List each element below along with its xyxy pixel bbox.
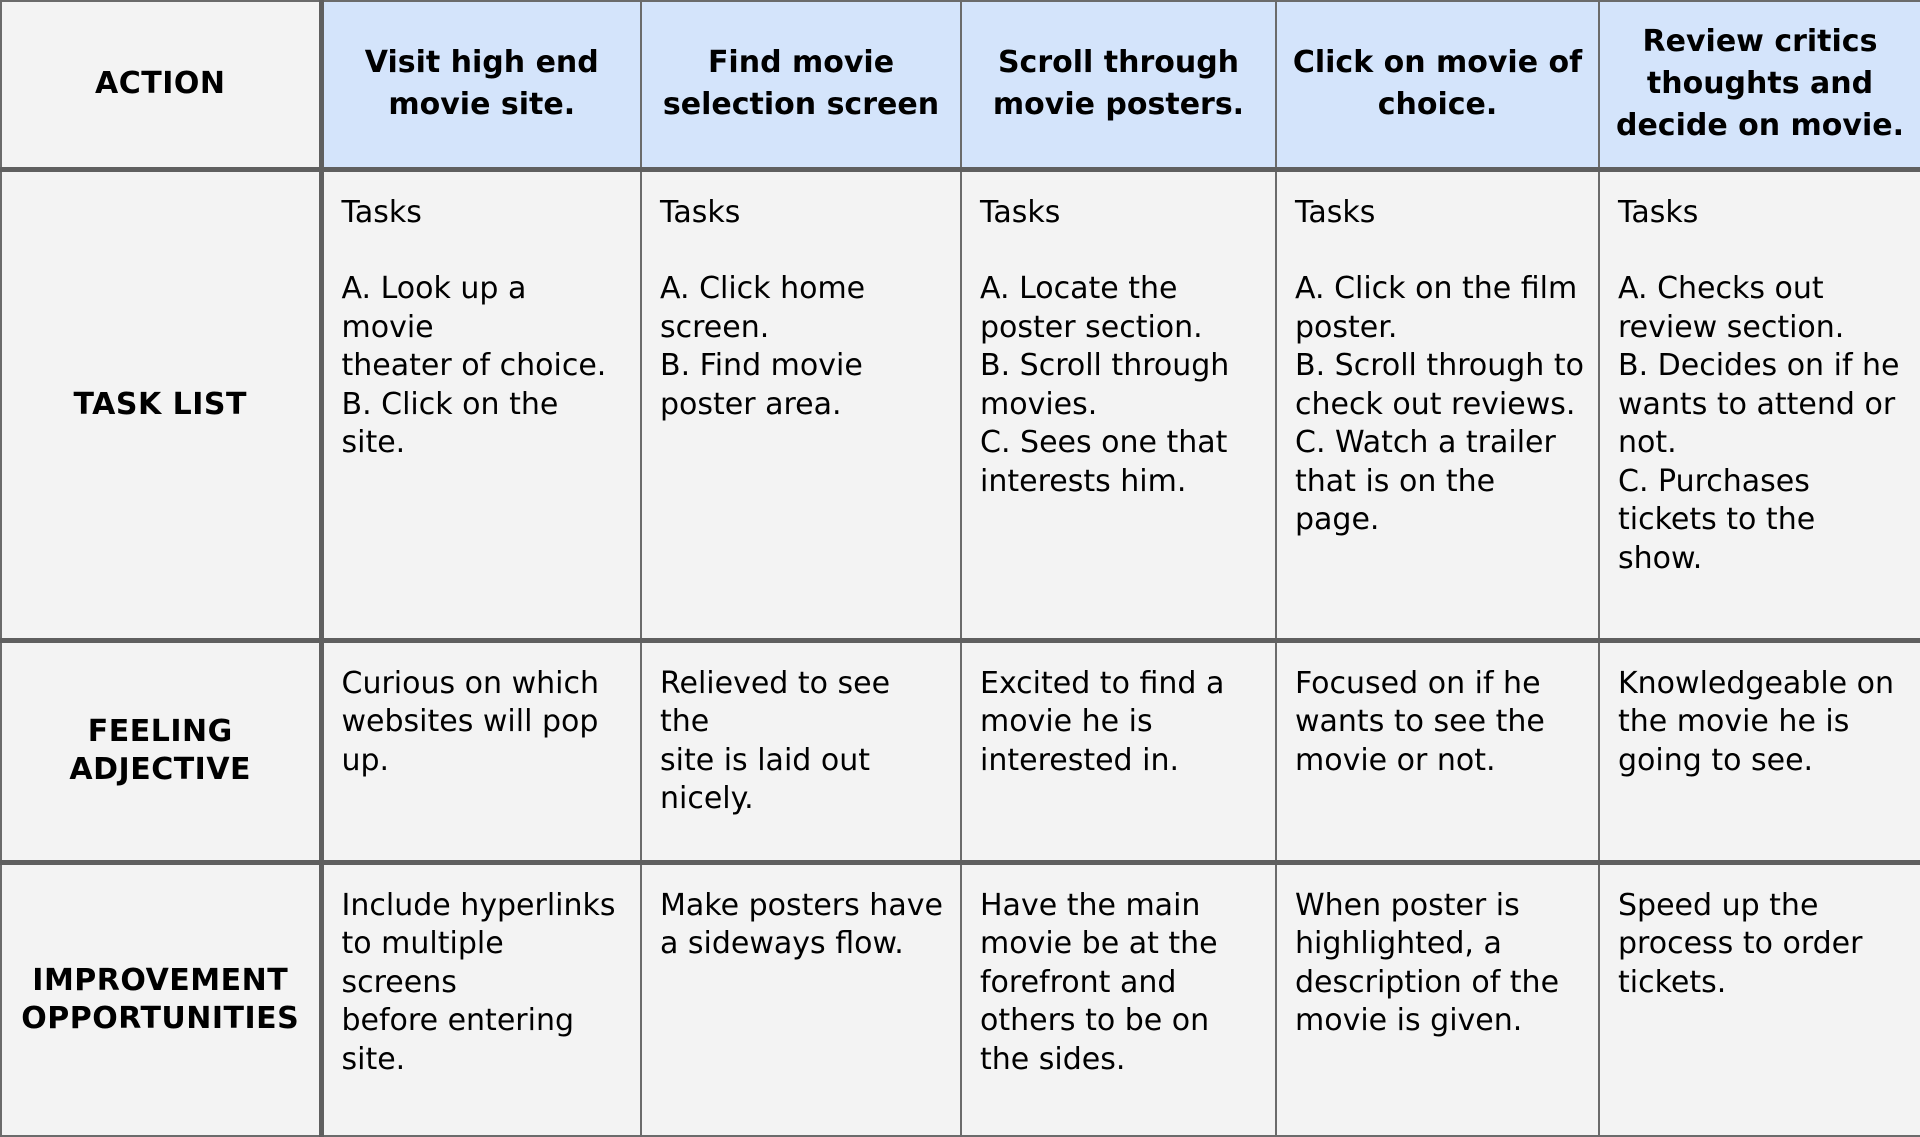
stage-3-action-line: Scroll through — [997, 45, 1240, 81]
feeling-line: nicely. — [660, 781, 754, 816]
stage-2-feeling — [641, 640, 961, 862]
improvement-line: When poster is — [1295, 887, 1520, 923]
stage-1-tasks — [321, 169, 641, 640]
task-line: A. Look up a movie — [341, 271, 527, 345]
stage-3-tasks — [961, 169, 1276, 640]
stage-1-action — [321, 1, 641, 169]
stage-3-action-line: movie posters. — [992, 87, 1245, 123]
stage-5-improvement — [1599, 862, 1920, 1136]
improvement-label-line: IMPROVEMENT — [32, 962, 289, 998]
tasks-heading: Tasks — [341, 194, 422, 230]
task-line: B. Scroll through to — [1295, 348, 1584, 383]
feeling-label-line: FEELING — [87, 714, 233, 749]
improvement-line: Have the main — [980, 887, 1201, 923]
stage-4-action-line: Click on movie of — [1292, 45, 1583, 81]
improvement-line: others to be on — [980, 1003, 1210, 1038]
stage-5-action — [1599, 1, 1920, 169]
task-line: not. — [1618, 425, 1677, 460]
stage-4-tasks — [1276, 169, 1599, 640]
improvement-row-label — [1, 862, 321, 1136]
feeling-line: movie he is — [980, 704, 1153, 739]
feeling-line: interested in. — [980, 742, 1180, 778]
stage-5-action-line: Review critics — [1642, 24, 1878, 60]
stage-2-action-line: selection screen — [662, 87, 940, 123]
feeling-label-line: ADJECTIVE — [69, 752, 252, 787]
task-line: A. Locate the — [980, 271, 1178, 306]
task-line: tickets to the — [1618, 502, 1816, 537]
task-list-row-label — [1, 169, 321, 640]
task-line: B. Find movie — [660, 348, 863, 383]
stage-4-feeling — [1276, 640, 1599, 862]
task-line: theater of choice. — [341, 348, 607, 383]
stage-1-action-line: Visit high end — [364, 45, 599, 81]
action-row — [1, 1, 1920, 169]
action-row-label — [1, 1, 321, 169]
task-line: interests him. — [980, 463, 1187, 499]
task-line: that is on the page. — [1295, 463, 1496, 537]
stage-4-improvement — [1276, 862, 1599, 1136]
improvement-line: to multiple screens — [341, 926, 504, 1000]
improvement-line: Speed up the — [1618, 887, 1819, 923]
task-line: A. Click home — [660, 271, 866, 306]
stage-1-action-line: movie site. — [388, 87, 576, 123]
stage-1-improvement — [321, 862, 641, 1136]
task-line: wants to attend or — [1618, 386, 1896, 422]
feeling-line: wants to see the — [1295, 704, 1545, 739]
task-line: movies. — [980, 386, 1098, 422]
action-label: ACTION — [95, 66, 226, 102]
stage-5-action-line: decide on movie. — [1615, 108, 1905, 144]
task-line: poster. — [1295, 309, 1398, 345]
feeling-line: Relieved to see the — [660, 665, 891, 739]
stage-5-feeling — [1599, 640, 1920, 862]
stage-3-improvement — [961, 862, 1276, 1136]
task-line: C. Watch a trailer — [1295, 425, 1556, 460]
task-line: A. Checks out — [1618, 271, 1824, 306]
task-line: A. Click on the film — [1295, 271, 1578, 306]
feeling-adjective-row — [1, 640, 1920, 862]
feeling-line: movie or not. — [1295, 742, 1496, 778]
feeling-line: websites will pop — [341, 704, 599, 739]
task-line: C. Purchases — [1618, 463, 1810, 499]
task-list-label: TASK LIST — [73, 386, 247, 422]
improvement-line: process to order — [1618, 926, 1863, 961]
improvement-line: the sides. — [980, 1041, 1126, 1077]
task-line: check out reviews. — [1295, 386, 1576, 422]
improvement-opportunities-row — [1, 862, 1920, 1136]
stage-4-action-line: choice. — [1377, 87, 1498, 123]
improvement-line: highlighted, a — [1295, 926, 1502, 961]
stage-4-action — [1276, 1, 1599, 169]
feeling-line: Focused on if he — [1295, 665, 1541, 701]
improvement-label-line: OPPORTUNITIES — [21, 1000, 300, 1036]
stage-2-improvement — [641, 862, 961, 1136]
task-line: B. Click on the site. — [341, 386, 559, 460]
task-list-row — [1, 169, 1920, 640]
task-line: poster area. — [660, 386, 842, 422]
feeling-line: Excited to find a — [980, 665, 1225, 701]
task-line: B. Decides on if he — [1618, 348, 1900, 383]
feeling-line: the movie he is — [1618, 704, 1850, 739]
feeling-line: Curious on which — [341, 665, 599, 701]
tasks-heading: Tasks — [1618, 194, 1699, 230]
tasks-heading: Tasks — [980, 194, 1061, 230]
improvement-line: a sideways flow. — [660, 926, 904, 961]
task-line: screen. — [660, 309, 770, 345]
stage-3-action — [961, 1, 1276, 169]
improvement-line: before entering — [341, 1003, 574, 1038]
tasks-heading: Tasks — [660, 194, 741, 230]
improvement-line: movie be at the — [980, 926, 1218, 961]
feeling-line: up. — [341, 742, 390, 778]
stage-1-feeling — [321, 640, 641, 862]
stage-2-tasks — [641, 169, 961, 640]
task-line: B. Scroll through — [980, 348, 1230, 383]
stage-5-tasks — [1599, 169, 1920, 640]
stage-2-action-line: Find movie — [707, 45, 895, 81]
tasks-heading: Tasks — [1295, 194, 1376, 230]
improvement-line: Include hyperlinks — [341, 887, 616, 923]
improvement-line: movie is given. — [1295, 1003, 1523, 1038]
improvement-line: site. — [341, 1041, 406, 1077]
improvement-line: forefront and — [980, 964, 1177, 1000]
task-line: C. Sees one that — [980, 425, 1228, 460]
improvement-line: Make posters have — [660, 887, 943, 923]
task-line: show. — [1618, 540, 1703, 576]
feeling-line: going to see. — [1618, 742, 1814, 778]
improvement-line: description of the — [1295, 964, 1560, 1000]
task-line: review section. — [1618, 309, 1845, 345]
improvement-line: tickets. — [1618, 964, 1727, 1000]
task-line: poster section. — [980, 309, 1203, 345]
feeling-line: site is laid out — [660, 742, 870, 778]
stage-3-feeling — [961, 640, 1276, 862]
stage-5-action-line: thoughts and — [1646, 66, 1874, 102]
feeling-row-label — [1, 640, 321, 862]
stage-2-action — [641, 1, 961, 169]
feeling-line: Knowledgeable on — [1618, 665, 1895, 701]
